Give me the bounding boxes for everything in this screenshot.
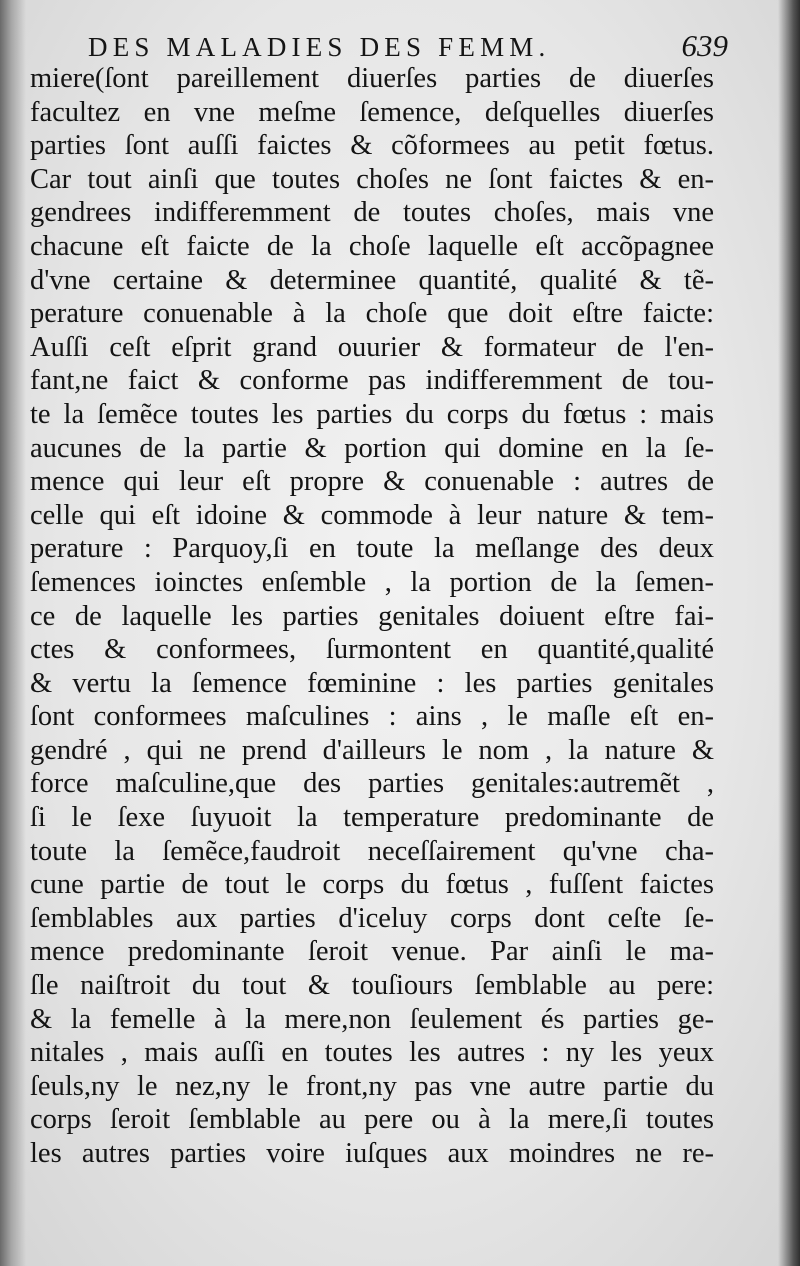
- text-line: parties ſont auſſi faictes & cõformees au petit fœtus.: [30, 130, 714, 162]
- text-line: gendrees indifferemment de toutes choſes, mais vne: [30, 197, 714, 229]
- text-line: & vertu la ſemence fœminine : les parties genitales: [30, 667, 714, 699]
- text-line: chacune eſt faicte de la choſe laquelle eſt accõpagnee: [30, 230, 714, 262]
- page-edge-shadow: [778, 0, 800, 1266]
- gutter-shadow: [0, 0, 26, 1266]
- text-line: ſi le ſexe ſuyuoit la temperature predominante de: [30, 802, 714, 834]
- text-line: & la femelle à la mere,non ſeulement és parties ge-: [30, 1003, 714, 1035]
- text-line: corps ſeroit ſemblable au pere ou à la mere,ſi toutes: [30, 1104, 714, 1136]
- text-line: aucunes de la partie & portion qui domine en la ſe-: [30, 432, 714, 464]
- text-line: perature : Parquoy,ſi en toute la meſlange des deux: [30, 533, 714, 565]
- page-header: [88, 28, 728, 64]
- text-line: perature conuenable à la choſe que doit eſtre faicte:: [30, 298, 714, 330]
- text-line: ſont conformees maſculines : ains , le maſle eſt en-: [30, 701, 714, 733]
- text-line: ce de laquelle les parties genitales doiuent eſtre fai-: [30, 600, 714, 632]
- text-line: ctes & conformees, ſurmontent en quantité,qualité: [30, 634, 714, 666]
- text-line: Auſſi ceſt eſprit grand ouurier & formateur de l'en-: [30, 331, 714, 363]
- text-line: ſle naiſtroit du tout & touſiours ſemblable au pere:: [30, 970, 714, 1002]
- body-text: [30, 62, 714, 1171]
- text-line: ſemences ioinctes enſemble , la portion de la ſemen-: [30, 566, 714, 598]
- text-line: te la ſemẽce toutes les parties du corps du fœtus : mais: [30, 398, 714, 430]
- text-line: Car tout ainſi que toutes choſes ne ſont faictes & en-: [30, 163, 714, 195]
- text-line: d'vne certaine & determinee quantité, qualité & tẽ-: [30, 264, 714, 296]
- text-line: toute la ſemẽce,faudroit neceſſairement qu'vne cha-: [30, 835, 714, 867]
- text-line: celle qui eſt idoine & commode à leur nature & tem-: [30, 499, 714, 531]
- text-line: ſeuls,ny le nez,ny le front,ny pas vne autre partie du: [30, 1070, 714, 1102]
- text-line: mence qui leur eſt propre & conuenable : autres de: [30, 466, 714, 498]
- text-line: ſemblables aux parties d'iceluy corps dont ceſte ſe-: [30, 902, 714, 934]
- running-head: DES MALADIES DES FEMM.: [88, 32, 551, 62]
- text-line: mence predominante ſeroit venue. Par ainſi le ma-: [30, 936, 714, 968]
- text-line: facultez en vne meſme ſemence, deſquelles diuerſes: [30, 96, 714, 128]
- text-line: miere(ſont pareillement diuerſes parties de diuerſes: [30, 63, 714, 94]
- text-line: force maſculine,que des parties genitales:autremẽt ,: [30, 768, 714, 800]
- text-line: cune partie de tout le corps du fœtus , fuſſent faictes: [30, 869, 714, 901]
- text-line: nitales , mais auſſi en toutes les autres : ny les yeux: [30, 1037, 714, 1069]
- page-number: 639: [681, 28, 728, 63]
- text-line: gendré , qui ne prend d'ailleurs le nom , la nature &: [30, 734, 714, 766]
- text-line: fant,ne faict & conforme pas indifferemment de tou-: [30, 365, 714, 397]
- text-line: les autres parties voire iuſques aux moindres ne re-: [30, 1138, 714, 1169]
